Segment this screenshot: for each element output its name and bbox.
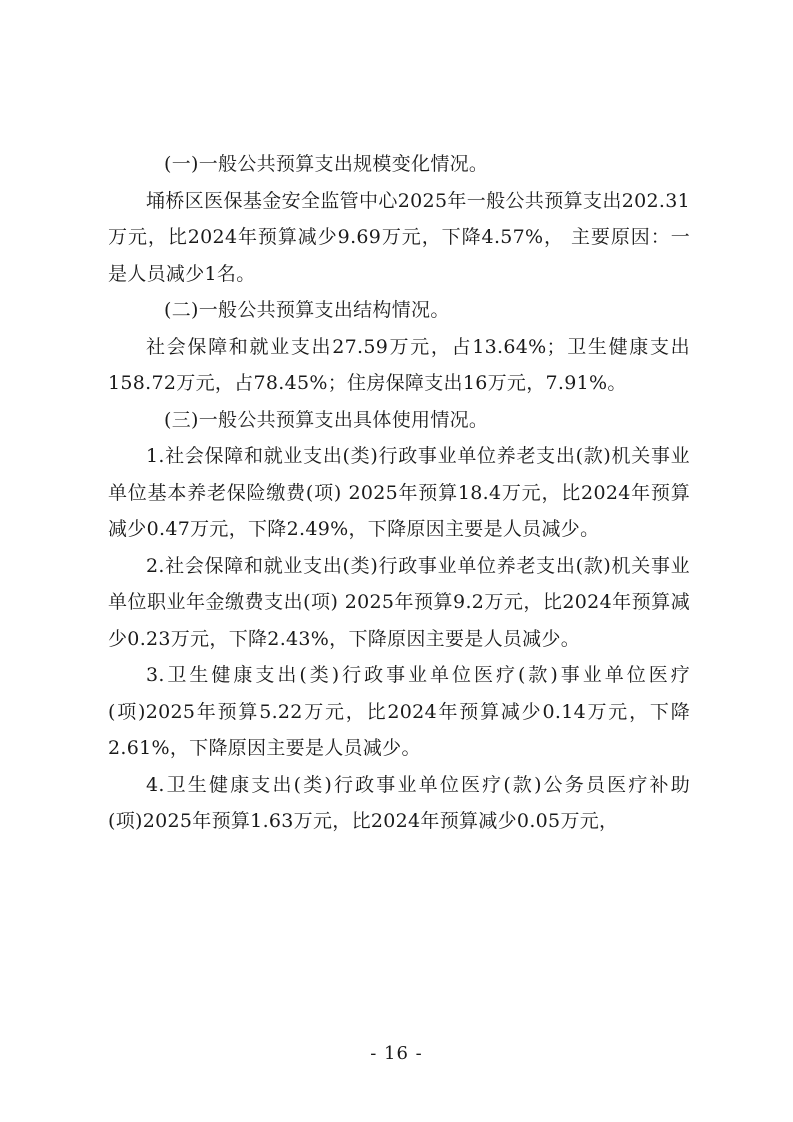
document-body (108, 146, 690, 840)
paragraph-item-3: 3.卫生健康支出(类)行政事业单位医疗(款)事业单位医疗(项)2025年预算5.22万元，比2024年预算减少0.14万元，下降2.61%，下降原因主要是人员减少。 (108, 664, 690, 759)
paragraph-item-4: 4.卫生健康支出(类)行政事业单位医疗(款)公务员医疗补助(项)2025年预算1.63万元，比2024年预算减少0.05万元， (108, 773, 690, 832)
paragraph-structure-detail: 社会保障和就业支出27.59万元，占13.64%；卫生健康支出158.72万元，占78.45%；住房保障支出16万元，7.91%。 (108, 335, 690, 394)
paragraph-item-1: 1.社会保障和就业支出(类)行政事业单位养老支出(款)机关事业单位基本养老保险缴费(项) 2025年预算18.4万元，比2024年预算减少0.47万元，下降2.49%，下降原因主要是人员减少。 (108, 445, 690, 540)
paragraph-scale-detail: 埇桥区医保基金安全监管中心2025年一般公共预算支出202.31万元，比2024年预算减少9.69万元，下降4.57%， 主要原因：一是人员减少1名。 (108, 189, 690, 285)
section-heading-scale: (一)一般公共预算支出规模变化情况。 (164, 153, 489, 175)
section-heading-structure: (二)一般公共预算支出结构情况。 (164, 299, 450, 321)
section-heading-usage: (三)一般公共预算支出具体使用情况。 (164, 408, 489, 431)
page-number: - 16 - (370, 1043, 423, 1064)
paragraph-item-2: 2.社会保障和就业支出(类)行政事业单位养老支出(款)机关事业单位职业年金缴费支出(项) 2025年预算9.2万元，比2024年预算减少0.23万元，下降2.43%，下降原因主要是人员减少。 (108, 554, 690, 650)
